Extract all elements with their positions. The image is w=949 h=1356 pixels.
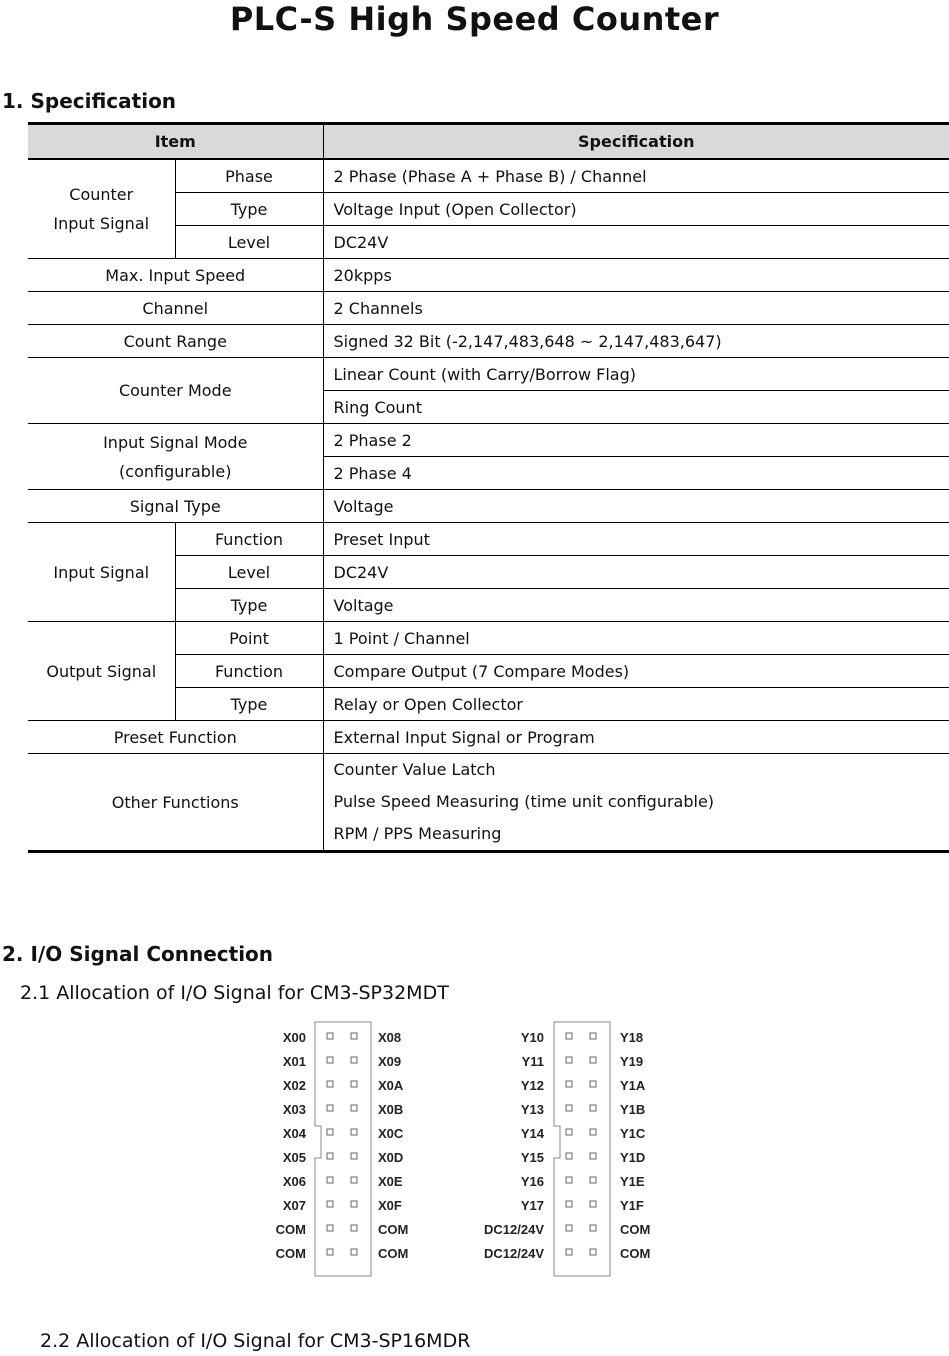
table-row xyxy=(28,159,949,193)
pin-label: X0E xyxy=(378,1174,403,1189)
pin-label: COM xyxy=(275,1246,306,1261)
pin-label: COM xyxy=(378,1222,409,1237)
item-label: Other Functions xyxy=(28,754,323,852)
pin-label: Y18 xyxy=(620,1030,644,1045)
connector-y xyxy=(484,1022,650,1276)
pin-label: COM xyxy=(378,1246,409,1261)
sub-item: Type xyxy=(175,193,323,226)
pin-label: Y13 xyxy=(520,1102,544,1117)
subsection-heading-sp16mdr: 2.2 Allocation of I/O Signal for CM3-SP16MDR xyxy=(40,1330,471,1352)
pin-label: X09 xyxy=(378,1054,402,1069)
table-row xyxy=(28,259,949,292)
pin-label: Y11 xyxy=(521,1054,544,1069)
spec-value: 1 Point / Channel xyxy=(323,622,949,655)
item-label: Preset Function xyxy=(28,721,323,754)
connector-body xyxy=(554,1022,610,1276)
pin-label: X07 xyxy=(282,1198,306,1213)
table-row xyxy=(28,754,949,852)
header-item: Item xyxy=(28,124,323,160)
spec-line: Counter Value Latch xyxy=(333,760,496,779)
sub-item: Function xyxy=(175,523,323,556)
spec-value: DC24V xyxy=(323,556,949,589)
spec-value: Compare Output (7 Compare Modes) xyxy=(323,655,949,688)
spec-value: Signed 32 Bit (-2,147,483,648 ~ 2,147,483,647) xyxy=(323,325,949,358)
pin-label: DC12/24V xyxy=(484,1246,544,1261)
pin-label: X08 xyxy=(378,1030,402,1045)
io-connector-diagram xyxy=(270,1020,670,1280)
pin-label: Y1E xyxy=(620,1174,645,1189)
section-heading-io-connection: 2. I/O Signal Connection xyxy=(2,942,274,966)
pin-label: Y1C xyxy=(620,1126,646,1141)
pin-label: Y19 xyxy=(620,1054,644,1069)
item-label: Signal Type xyxy=(28,490,323,523)
pin-label: Y14 xyxy=(520,1126,544,1141)
page-title: PLC-S High Speed Counter xyxy=(229,0,720,38)
group-output-signal: Output Signal xyxy=(28,622,175,721)
spec-value: Voltage xyxy=(323,490,949,523)
table-row xyxy=(28,424,949,457)
sub-item: Function xyxy=(175,655,323,688)
table-row xyxy=(28,622,949,655)
item-label: Max. Input Speed xyxy=(28,259,323,292)
pin-label: X03 xyxy=(282,1102,306,1117)
specification-table xyxy=(28,122,949,853)
pin-label: X05 xyxy=(282,1150,306,1165)
pin-label: X0F xyxy=(378,1198,402,1213)
table-row xyxy=(28,721,949,754)
group-counter-input-signal xyxy=(28,159,175,259)
pin-label: X01 xyxy=(282,1054,306,1069)
spec-value: Voltage Input (Open Collector) xyxy=(323,193,949,226)
table-row xyxy=(28,490,949,523)
spec-value: External Input Signal or Program xyxy=(323,721,949,754)
pin-label: X0A xyxy=(378,1078,404,1093)
sub-item: Point xyxy=(175,622,323,655)
pin-label: X0C xyxy=(378,1126,404,1141)
spec-value: Preset Input xyxy=(323,523,949,556)
spec-line: RPM / PPS Measuring xyxy=(333,824,502,843)
pin-label: Y17 xyxy=(520,1198,544,1213)
pin-label: Y1D xyxy=(620,1150,646,1165)
pin-label: X0D xyxy=(378,1150,404,1165)
item-label: Counter Mode xyxy=(28,358,323,424)
pin-label: Y16 xyxy=(520,1174,544,1189)
pin-label: Y1A xyxy=(620,1078,646,1093)
subsection-heading-sp32mdt: 2.1 Allocation of I/O Signal for CM3-SP32MDT xyxy=(20,982,449,1004)
spec-value-multi xyxy=(323,754,949,852)
item-label-input-signal-mode xyxy=(28,424,323,490)
item-label: Count Range xyxy=(28,325,323,358)
table-row xyxy=(28,325,949,358)
pin-label: COM xyxy=(620,1222,651,1237)
table-header-row xyxy=(28,124,949,160)
spec-value: 2 Channels xyxy=(323,292,949,325)
group-label-line: Input Signal xyxy=(53,214,150,233)
section-heading-specification: 1. Specification xyxy=(2,89,177,113)
spec-value: 2 Phase 4 xyxy=(323,457,949,490)
pin-label: COM xyxy=(620,1246,651,1261)
pin-label: X04 xyxy=(282,1126,306,1141)
spec-value: 2 Phase 2 xyxy=(323,424,949,457)
header-specification: Specification xyxy=(323,124,949,160)
spec-value: Voltage xyxy=(323,589,949,622)
group-label-line: Counter xyxy=(69,185,134,204)
group-input-signal: Input Signal xyxy=(28,523,175,622)
connector-x xyxy=(276,1022,409,1276)
spec-value: DC24V xyxy=(323,226,949,259)
table-row xyxy=(28,523,949,556)
sub-item: Level xyxy=(175,226,323,259)
pin-label: Y1F xyxy=(620,1198,644,1213)
spec-value: 2 Phase (Phase A + Phase B) / Channel xyxy=(323,159,949,193)
item-label-line: (configurable) xyxy=(119,461,232,481)
pin-label: Y15 xyxy=(520,1150,544,1165)
spec-value: Relay or Open Collector xyxy=(323,688,949,721)
table-row xyxy=(28,358,949,391)
pin-label: X0B xyxy=(378,1102,404,1117)
pin-label: Y12 xyxy=(520,1078,544,1093)
table-row xyxy=(28,292,949,325)
sub-item: Type xyxy=(175,688,323,721)
pin-label: DC12/24V xyxy=(484,1222,544,1237)
pin-label: COM xyxy=(275,1222,306,1237)
connector-body xyxy=(315,1022,371,1276)
spec-value: Ring Count xyxy=(323,391,949,424)
pin-label: X06 xyxy=(282,1174,306,1189)
item-label: Channel xyxy=(28,292,323,325)
pin-label: X02 xyxy=(282,1078,306,1093)
spec-value: 20kpps xyxy=(323,259,949,292)
sub-item: Type xyxy=(175,589,323,622)
pin-label: X00 xyxy=(282,1030,306,1045)
pin-label: Y1B xyxy=(620,1102,646,1117)
item-label-line: Input Signal Mode xyxy=(103,432,248,452)
spec-value: Linear Count (with Carry/Borrow Flag) xyxy=(323,358,949,391)
pin-label: Y10 xyxy=(520,1030,544,1045)
sub-item: Phase xyxy=(175,159,323,193)
spec-line: Pulse Speed Measuring (time unit configurable) xyxy=(333,792,715,811)
sub-item: Level xyxy=(175,556,323,589)
